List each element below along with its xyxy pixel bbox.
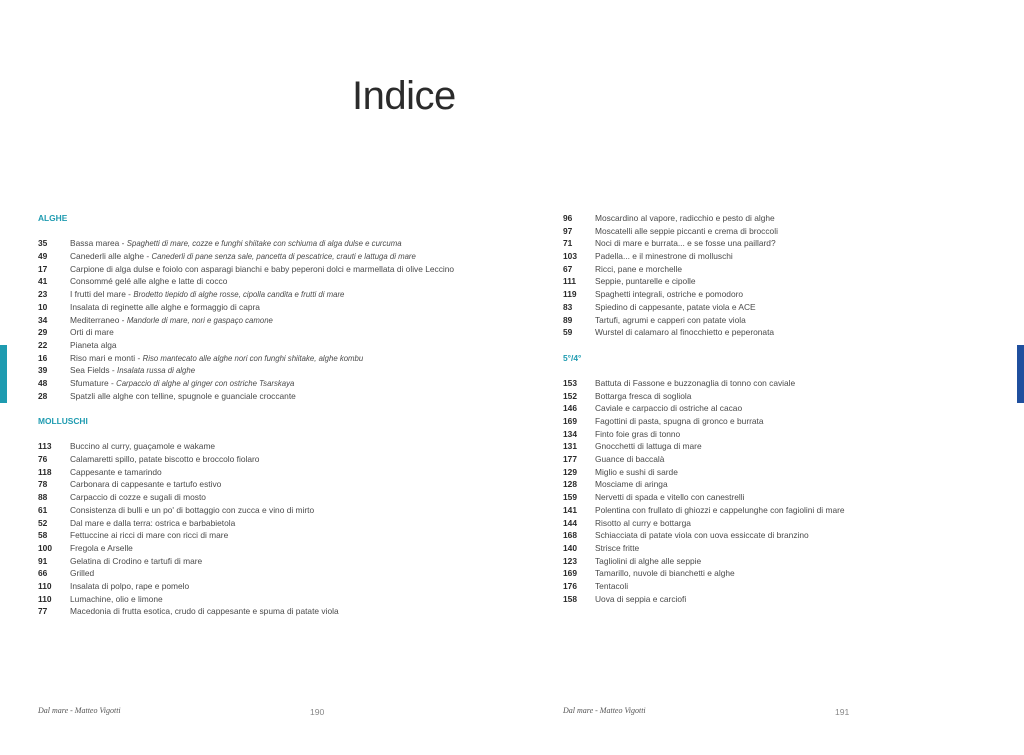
entry-title-text: Dal mare e dalla terra: ostrica e barbabietola	[70, 517, 236, 528]
entry-separator: -	[125, 289, 134, 300]
entry-title	[70, 453, 259, 466]
entry-page-number: 110	[38, 580, 52, 591]
entry-page-number: 153	[563, 377, 577, 388]
entry-title-text: Insalata di reginette alle alghe e formaggio di capra	[70, 301, 260, 312]
entry-title	[595, 212, 775, 225]
index-entry	[38, 339, 508, 352]
entry-title	[70, 339, 117, 352]
entry-separator: -	[119, 238, 127, 249]
entry-title	[70, 288, 344, 301]
entry-title-text: Mosciame di aringa	[595, 479, 668, 490]
index-entry	[563, 301, 1003, 314]
entry-page-number: 169	[563, 416, 577, 426]
entry-title-text: Gelatina di Crodino e tartufi di mare	[70, 555, 203, 566]
section-tab-marker-left	[0, 345, 7, 403]
entry-title-text: Moscatelli alle seppie piccanti e crema di broccoli	[595, 225, 778, 236]
entry-title-text: Schiacciata di patate viola con uova essiccate di branzino	[595, 530, 809, 541]
entry-title	[70, 314, 273, 327]
entry-title	[595, 225, 778, 238]
index-entry	[563, 250, 1003, 263]
entry-title	[70, 263, 454, 276]
entry-page-number: 58	[38, 530, 48, 541]
entry-page-number: 146	[563, 403, 577, 414]
entry-title-text: Consommé gelé alle alghe e latte di cocco	[70, 276, 228, 287]
entry-title-text: Battuta di Fassone e buzzonaglia di tonno con caviale	[595, 377, 796, 388]
index-entry	[563, 555, 1003, 568]
entry-page-number: 110	[38, 593, 52, 604]
entry-title	[70, 326, 114, 339]
entry-title-text: Uova di seppia e carciofi	[595, 593, 687, 604]
entry-title-text: Cappesante e tamarindo	[70, 466, 162, 477]
entry-title	[595, 491, 744, 504]
index-entry	[563, 275, 1003, 288]
entry-title-text: Risotto al curry e bottarga	[595, 517, 691, 528]
entry-title-text: Moscardino al vapore, radicchio e pesto di alghe	[595, 213, 775, 223]
entry-title-text: Carpaccio di cozze e sugali di mosto	[70, 492, 206, 503]
entry-subtitle: Carpaccio di alghe al ginger con ostriche Tsarskaya	[116, 378, 295, 388]
entry-page-number: 113	[38, 441, 52, 452]
index-entry	[38, 275, 508, 288]
entry-title	[70, 250, 416, 263]
entry-title	[70, 491, 206, 504]
entry-title	[70, 542, 133, 555]
index-entry	[38, 250, 508, 263]
index-entry	[563, 288, 1003, 301]
entry-title	[70, 377, 294, 390]
index-entry	[563, 377, 1003, 390]
index-entry	[38, 326, 508, 339]
entry-title	[595, 301, 756, 314]
entry-page-number: 48	[38, 377, 48, 388]
index-entry	[38, 352, 508, 365]
entry-title-text: Pianeta alga	[70, 339, 117, 350]
entry-title-text: Fregola e Arselle	[70, 542, 133, 553]
entry-title	[595, 326, 774, 339]
entry-title	[70, 504, 314, 517]
entry-title-text: Finto foie gras di tonno	[595, 428, 681, 439]
entry-title-text: Macedonia di frutta esotica, crudo di cappesante e spuma di patate viola	[70, 606, 339, 617]
entry-title-text: Spaghetti integrali, ostriche e pomodoro	[595, 289, 744, 300]
index-entry	[38, 555, 508, 568]
entry-title-text: Buccino al curry, guaçamole e wakame	[70, 441, 216, 452]
entry-title-text: Canederli alle alghe	[70, 251, 145, 262]
index-column-left	[38, 212, 508, 618]
index-entry	[563, 402, 1003, 415]
entry-page-number: 41	[38, 276, 48, 287]
entry-page-number: 159	[563, 492, 577, 503]
entry-page-number: 35	[38, 238, 48, 249]
entry-title-text: Fettuccine ai ricci di mare con ricci di mare	[70, 530, 229, 541]
page-title: Indice	[352, 74, 456, 118]
entry-page-number: 39	[38, 365, 48, 376]
entry-title-text: Noci di mare e burrata... e se fosse una paillard?	[595, 238, 776, 249]
entry-page-number: 169	[563, 568, 577, 579]
entry-title	[70, 466, 162, 479]
entry-page-number: 77	[38, 606, 48, 617]
entry-title-text: Tamarillo, nuvole di bianchetti e alghe	[595, 568, 735, 579]
index-entry	[38, 504, 508, 517]
entry-title	[70, 605, 339, 618]
entry-title	[595, 415, 764, 428]
entry-title	[70, 555, 202, 568]
entry-title-text: Mediterraneo	[70, 314, 120, 325]
entry-title	[70, 529, 228, 542]
page-number-right: 191	[835, 707, 850, 717]
index-entry	[563, 225, 1003, 238]
entry-page-number: 61	[38, 504, 48, 515]
index-entry	[563, 580, 1003, 593]
entry-title-text: Fagottini di pasta, spugna di gronco e burrata	[595, 416, 764, 426]
footer-book-title: Dal mare - Matteo Vigotti	[38, 706, 121, 715]
entry-separator: -	[108, 377, 117, 388]
index-entry	[563, 453, 1003, 466]
entry-subtitle: Canederli di pane senza sale, pancetta di pescatrice, crauti e lattuga di mare	[151, 252, 416, 262]
entry-title-text: Bassa marea	[70, 238, 120, 249]
entry-title-text: Padella... e il minestrone di molluschi	[595, 251, 733, 262]
index-entry	[38, 580, 508, 593]
entry-title-text: Miglio e sushi di sarde	[595, 466, 678, 477]
entry-title	[595, 593, 686, 606]
index-entry	[38, 466, 508, 479]
entry-page-number: 66	[38, 568, 48, 579]
entry-title	[595, 402, 742, 415]
entry-title	[595, 504, 845, 517]
entry-title-text: I frutti del mare	[70, 289, 126, 300]
entry-title-text: Polentina con frullato di ghiozzi e cappelunghe con fagiolini di mare	[595, 504, 845, 515]
entry-page-number: 83	[563, 301, 573, 312]
entry-page-number: 141	[563, 504, 577, 515]
entry-page-number: 78	[38, 479, 48, 490]
entry-page-number: 97	[563, 225, 573, 236]
entry-page-number: 118	[38, 466, 52, 477]
entry-title	[70, 580, 189, 593]
entry-page-number: 52	[38, 517, 48, 528]
entry-subtitle: Riso mantecato alle alghe nori con funghi shiitake, alghe kombu	[142, 353, 364, 363]
index-entry	[38, 517, 508, 530]
entry-title-text: Ricci, pane e morchelle	[595, 263, 683, 274]
entry-title-text: Gnocchetti di lattuga di mare	[595, 441, 702, 452]
entry-page-number: 89	[563, 314, 573, 325]
entry-page-number: 29	[38, 327, 48, 338]
entry-title-text: Insalata di polpo, rape e pomelo	[70, 580, 190, 591]
entry-title	[70, 440, 215, 453]
entry-page-number: 67	[563, 263, 573, 274]
entry-separator: -	[119, 314, 127, 325]
entry-page-number: 131	[563, 441, 577, 452]
index-entry	[563, 504, 1003, 517]
entry-subtitle: Brodetto tiepido di alghe rosse, cipolla candita e frutti di mare	[133, 290, 345, 300]
entry-separator: -	[144, 251, 152, 262]
entry-page-number: 111	[563, 276, 577, 287]
index-entry	[38, 301, 508, 314]
entry-subtitle: Spaghetti di mare, cozze e funghi shiitake con schiuma di alga dulse e curcuma	[126, 239, 402, 249]
entry-title	[595, 263, 682, 276]
entry-title-text: Seppie, puntarelle e cipolle	[595, 276, 696, 287]
section-spacer	[38, 428, 508, 441]
index-entry	[563, 517, 1003, 530]
entry-title-text: Lumachine, olio e limone	[70, 593, 163, 604]
entry-title	[595, 440, 702, 453]
entry-title-text: Riso mari e monti	[70, 352, 136, 363]
index-entry	[563, 466, 1003, 479]
entry-title	[595, 466, 678, 479]
entry-title	[595, 453, 664, 466]
index-entry	[563, 428, 1003, 441]
entry-subtitle: Mandorle di mare, nori e gaspaço camone	[126, 315, 273, 325]
entry-title-text: Nervetti di spada e vitello con canestrelli	[595, 492, 745, 503]
entry-page-number: 177	[563, 454, 577, 465]
entry-page-number: 28	[38, 390, 48, 401]
entry-title	[70, 364, 195, 377]
entry-page-number: 22	[38, 339, 48, 350]
section-spacer	[38, 225, 508, 238]
entry-title-text: Tagliolini di alghe alle seppie	[595, 555, 702, 566]
section-spacer	[563, 364, 1003, 377]
index-entry	[563, 491, 1003, 504]
entry-title	[70, 390, 296, 403]
index-entry	[563, 415, 1003, 428]
entry-title	[595, 250, 733, 263]
entry-title	[595, 314, 746, 327]
index-entry	[563, 542, 1003, 555]
entry-page-number: 34	[38, 314, 48, 325]
index-entry	[38, 453, 508, 466]
entry-title-text: Tentacoli	[595, 580, 629, 591]
entry-title-text: Carpione di alga dulse e foiolo con asparagi bianchi e baby peperoni dolci e marmellata di olive Leccino	[70, 263, 455, 274]
entry-title	[595, 428, 680, 441]
index-entry	[38, 605, 508, 618]
entry-title-text: Caviale e carpaccio di ostriche al cacao	[595, 403, 743, 414]
entry-page-number: 152	[563, 390, 577, 401]
entry-title	[595, 555, 701, 568]
entry-separator: -	[135, 352, 143, 363]
entry-title	[595, 542, 639, 555]
entry-title	[595, 517, 691, 530]
entry-page-number: 88	[38, 492, 48, 503]
entry-page-number: 23	[38, 289, 48, 300]
index-entry	[38, 263, 508, 276]
index-entry	[38, 440, 508, 453]
entry-title-text: Sea Fields	[70, 365, 110, 376]
index-entry	[563, 326, 1003, 339]
entry-page-number: 134	[563, 428, 577, 439]
entry-title-text: Wurstel di calamaro al finocchietto e peperonata	[595, 327, 775, 338]
section-heading: ALGHE	[38, 213, 68, 223]
index-entry	[38, 364, 508, 377]
index-entry	[38, 390, 508, 403]
entry-title	[70, 593, 163, 606]
section-heading: MOLLUSCHI	[38, 416, 88, 426]
section-tab-marker-right	[1017, 345, 1024, 403]
entry-page-number: 176	[563, 580, 577, 591]
index-entry	[38, 288, 508, 301]
index-entry	[563, 390, 1003, 403]
index-entry	[563, 237, 1003, 250]
page-number-left: 190	[310, 707, 325, 717]
index-entry	[563, 440, 1003, 453]
entry-title-text: Carbonara di cappesante e tartufo estivo	[70, 479, 222, 490]
entry-page-number: 71	[563, 238, 573, 249]
entry-page-number: 59	[563, 327, 573, 338]
entry-title	[595, 275, 696, 288]
entry-page-number: 76	[38, 454, 48, 465]
entry-title-text: Grilled	[70, 568, 95, 579]
entry-title	[70, 275, 227, 288]
entry-title	[595, 288, 743, 301]
entry-title-text: Spatzli alle alghe con telline, spugnole e guanciale croccante	[70, 390, 296, 401]
index-entry	[563, 478, 1003, 491]
entry-page-number: 17	[38, 263, 48, 274]
index-entry	[563, 567, 1003, 580]
footer-right	[563, 706, 646, 715]
entry-page-number: 103	[563, 251, 577, 262]
index-entry	[38, 542, 508, 555]
entry-title	[70, 517, 235, 530]
entry-page-number: 100	[38, 542, 52, 553]
footer-left	[38, 706, 121, 715]
entry-title	[70, 352, 363, 365]
index-entry	[563, 212, 1003, 225]
entry-page-number: 10	[38, 301, 48, 312]
entry-page-number: 96	[563, 213, 573, 223]
entry-page-number: 91	[38, 555, 48, 566]
footer-book-title: Dal mare - Matteo Vigotti	[563, 706, 646, 715]
index-entry	[38, 478, 508, 491]
entry-page-number: 140	[563, 542, 577, 553]
entry-page-number: 144	[563, 517, 577, 528]
entry-title-text: Orti di mare	[70, 327, 114, 338]
index-entry	[38, 377, 508, 390]
entry-page-number: 49	[38, 251, 48, 262]
index-entry	[563, 314, 1003, 327]
entry-title	[595, 478, 668, 491]
entry-title-text: Tartufi, agrumi e capperi con patate viola	[595, 314, 746, 325]
entry-title-text: Consistenza di bulli e un po' di bottaggio con zucca e vino di mirto	[70, 504, 315, 515]
entry-subtitle: Insalata russa di alghe	[117, 366, 196, 376]
entry-title	[70, 567, 94, 580]
index-column-right	[563, 212, 1003, 605]
entry-page-number: 16	[38, 352, 48, 363]
entry-title-text: Strisce fritte	[595, 542, 640, 553]
entry-title	[70, 301, 260, 314]
entry-page-number: 158	[563, 593, 577, 604]
section-heading: 5°/4°	[563, 352, 582, 363]
index-entry	[563, 529, 1003, 542]
entry-page-number: 128	[563, 479, 577, 490]
entry-page-number: 119	[563, 289, 577, 300]
entry-title	[595, 377, 795, 390]
index-entry	[563, 263, 1003, 276]
index-entry	[38, 593, 508, 606]
entry-title	[595, 390, 691, 403]
entry-title	[595, 529, 809, 542]
entry-separator: -	[109, 365, 118, 376]
entry-title	[70, 237, 402, 250]
index-entry	[563, 593, 1003, 606]
index-entry	[38, 237, 508, 250]
entry-page-number: 123	[563, 555, 577, 566]
entry-title-text: Sfumature	[70, 377, 109, 388]
index-entry	[38, 529, 508, 542]
entry-page-number: 168	[563, 530, 577, 541]
entry-title	[595, 237, 776, 250]
entry-title-text: Guance di baccalà	[595, 454, 665, 465]
index-entry	[38, 314, 508, 327]
entry-title-text: Spiedino di cappesante, patate viola e ACE	[595, 301, 756, 312]
entry-page-number: 129	[563, 466, 577, 477]
entry-title-text: Bottarga fresca di sogliola	[595, 390, 692, 401]
entry-title	[70, 478, 221, 491]
entry-title-text: Calamaretti spillo, patate biscotto e broccolo fiolaro	[70, 454, 260, 465]
entry-title	[595, 580, 628, 593]
index-entry	[38, 567, 508, 580]
index-entry	[38, 491, 508, 504]
entry-title	[595, 567, 735, 580]
